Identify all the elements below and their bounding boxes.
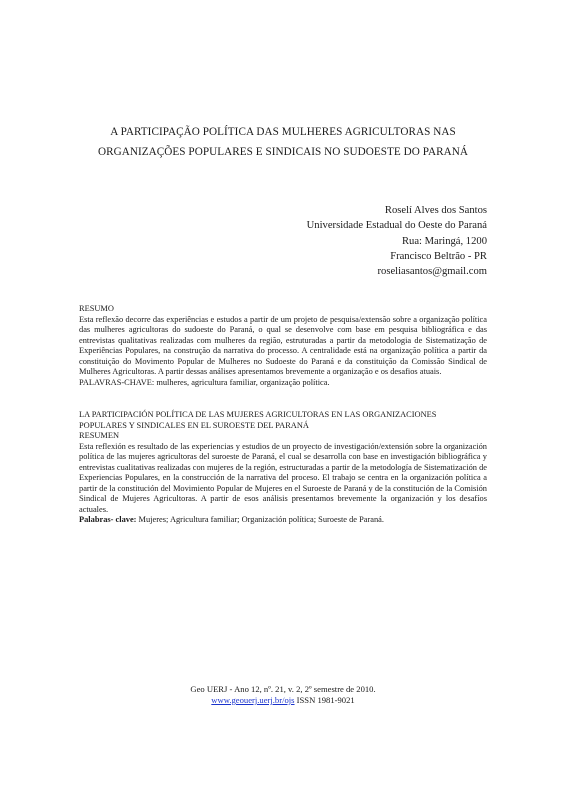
resumen-keywords [79,515,487,526]
resumen-heading: RESUMEN [79,431,120,440]
resumen-section [79,410,487,526]
resumo-section [79,304,487,388]
author-city: Francisco Beltrão - PR [390,250,487,262]
footer-journal-line: Geo UERJ - Ano 12, nº. 21, v. 2, 2º semestre de 2010. [190,684,376,694]
author-name: Roselí Alves dos Santos [384,205,487,216]
resumen-body: Esta reflexión es resultado de las experiencias y estudios de un proyecto de investigación/extensión sobre la organización política de las mujeres agricultoras del suroeste de Paraná, el cual se desarrolla con base en investigación bibliográfica y entrevistas cualitativas realizadas con mujeres de la región, estructuradas a partir de la metodología de Sistematización de Experiencias Populares, en la construcción de la narrativa del proceso. El trabajo se centra en la organización política a partir de la constitución del Movimiento Popular de Mujeres en el Suroeste de Paraná y de la constitución de la Comisión Sindical de Mujeres Agricultoras. A partir de esos análisis presentamos brevemente la organización y los desafíos actuales. [79,441,487,514]
page-footer [0,684,566,706]
author-institution: Universidade Estadual do Oeste do Paraná [306,220,487,232]
journal-link[interactable]: www.geouerj.uerj.br/ojs [211,695,295,705]
title-line-1: A PARTICIPAÇÃO POLÍTICA DAS MULHERES AGRICULTORAS NAS [110,126,456,138]
resumo-body: Esta reflexão decorre das experiências e estudos a partir de um projeto de pesquisa/extensão sobre a organização política das mulheres agricultoras do sudoeste do Paraná, o qual se desenvolve com base em pesquisa bibliográfica e das entrevistas qualitativas realizadas com mulheres da região, estruturadas a partir da metodologia de Sistematização de Experiências Populares, na construção da narrativa do processo. A centralidade está na organização política a partir da constituição do Movimento Popular de Mulheres no Sudoeste do Paraná e da constituição da Comissão Sindical de Mulheres Agricultoras. A partir dessas análises apresentamos brevemente a organização e os desafios atuais. [79,314,487,376]
author-street: Rua: Maringá, 1200 [401,235,487,247]
title-line-2: ORGANIZAÇÕES POPULARES E SINDICAIS NO SUDOESTE DO PARANÁ [97,146,469,158]
author-block [307,203,487,279]
resumen-keywords-value: Mujeres; Agricultura familiar; Organización política; Suroeste de Paraná. [136,515,384,524]
resumen-keywords-label: Palabras- clave: [79,515,137,524]
footer-issn: ISSN 1981-9021 [294,695,355,705]
resumen-title-line-1: LA PARTICIPACIÓN POLÍTICA DE LAS MUJERES AGRICULTORAS EN LAS ORGANIZACIONES [79,410,437,419]
resumen-title-line-2: POPULARES Y SINDICALES EN EL SUROESTE DEL PARANÁ [79,420,309,430]
footer-link-line [0,695,566,706]
resumo-keywords: PALAVRAS-CHAVE: mulheres, agricultura familiar, organização política. [79,377,330,387]
resumo-heading: RESUMO [79,304,114,313]
article-title [60,122,506,162]
author-email: roseliasantos@gmail.com [377,266,487,278]
